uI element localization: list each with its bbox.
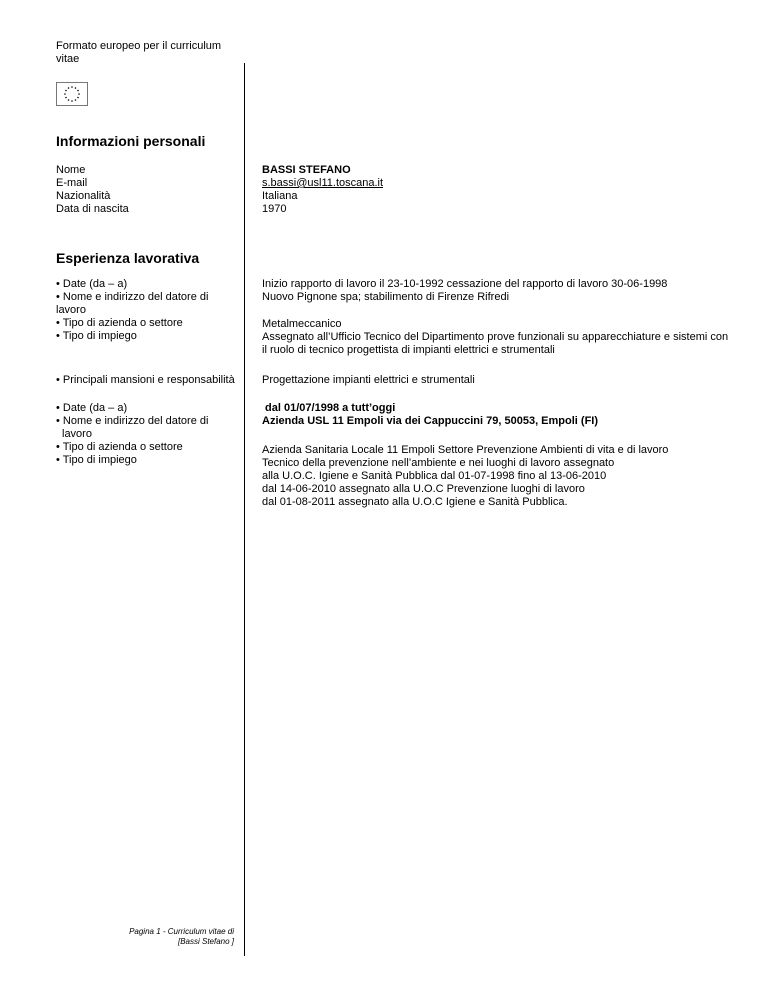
label-email: E-mail [56,177,88,189]
job2-detail-line-3: alla U.O.C. Igiene e Sanità Pubblica dal 01-07-1998 fino al 13-06-2010 [262,470,607,482]
column-divider [244,63,245,956]
job2-labels [56,402,236,467]
job2-detail-line-4: dal 14-06-2010 assegnato alla U.O.C Prevenzione luoghi di lavoro [262,483,585,495]
job1-label-employer-cont: lavoro [56,304,86,316]
job1-label-dates: • Date (da – a) [56,278,128,290]
footer-line-1: Pagina 1 - Curriculum vitae di [129,927,234,936]
job2-label-dates: • Date (da – a) [56,402,128,414]
job1-label-role: • Tipo di impiego [56,330,137,342]
job1-labels [56,278,236,343]
footer-line-2: [Bassi Stefano ] [177,937,234,946]
job1-role-line-1: Assegnato all’Ufficio Tecnico del Dipartimento prove funzionali su apparecchiature e sistemi con [262,331,729,343]
personal-labels [56,164,236,216]
job2-employer: Azienda USL 11 Empoli via dei Cappuccini 79, 50053, Empoli (FI) [262,415,599,427]
job2-dates: dal 01/07/1998 a tutt’oggi [262,402,396,414]
job1-values-2 [262,318,729,357]
value-name: BASSI STEFANO [262,164,351,176]
job2-label-role: • Tipo di impiego [56,454,137,466]
job2-detail-line-5: dal 01-08-2011 assegnato alla U.O.C Igiene e Sanità Pubblica. [262,496,568,508]
label-nationality: Nazionalità [56,190,111,202]
document-header [56,40,226,66]
job1-label-employer: • Nome e indirizzo del datore di [56,291,209,303]
value-nationality: Italiana [262,190,298,202]
header-line-2: vitae [56,53,80,65]
header-line-1: Formato europeo per il curriculum [56,40,222,52]
job2-details [262,444,722,509]
job2-label-sector: • Tipo di azienda o settore [56,441,183,453]
label-name: Nome [56,164,86,176]
personal-values [262,164,722,216]
job1-values [262,278,722,304]
job1-role-line-2: il ruolo di tecnico progettista di impianti elettrici e strumentali [262,344,555,356]
value-birth-year: 1970 [262,203,287,215]
page-footer [100,927,234,947]
section-title-experience: Esperienza lavorativa [56,250,200,266]
email-link[interactable]: s.bassi@usl11.toscana.it [262,177,384,189]
job1-duties: Progettazione impianti elettrici e strumentali [262,374,475,386]
job1-dates: Inizio rapporto di lavoro il 23-10-1992 cessazione del rapporto di lavoro 30-06-1998 [262,278,668,290]
job1-sector: Metalmeccanico [262,318,342,330]
job1-label-sector: • Tipo di azienda o settore [56,317,183,329]
job1-duties-label: • Principali mansioni e responsabilità [56,374,235,386]
job2-detail-line-2: Tecnico della prevenzione nell’ambiente e nei luoghi di lavoro assegnato [262,457,615,469]
job2-detail-line-1: Azienda Sanitaria Locale 11 Empoli Settore Prevenzione Ambienti di vita e di lavoro [262,444,669,456]
eu-stars-icon [57,83,87,105]
eu-flag-logo [56,82,88,106]
section-title-personal: Informazioni personali [56,133,206,149]
job1-employer: Nuovo Pignone spa; stabilimento di Firenze Rifredi [262,291,510,303]
job2-values [262,402,722,428]
label-birth-date: Data di nascita [56,203,129,215]
job2-label-employer: • Nome e indirizzo del datore di [56,415,209,427]
job2-label-employer-cont: lavoro [62,428,92,440]
